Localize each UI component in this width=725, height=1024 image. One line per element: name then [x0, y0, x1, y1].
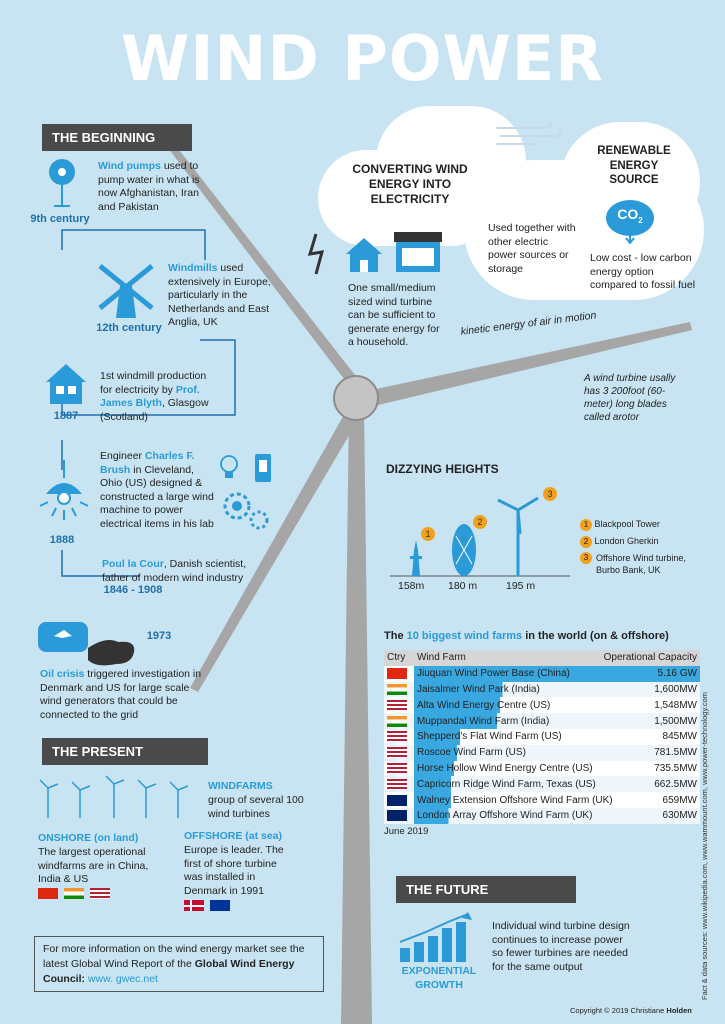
- farm-name: Horse Hollow Wind Energy Centre (US): [417, 762, 593, 774]
- offshore-title: OFFSHORE (at sea): [184, 830, 283, 842]
- farm-row: [384, 808, 700, 824]
- farm-capacity: 659MW: [662, 794, 697, 806]
- farm-capacity: 735.5MW: [654, 762, 697, 774]
- section-future-heading: THE FUTURE: [396, 876, 576, 903]
- legend-item-3: 3 Offshore Wind turbine, Burbo Bank, UK: [580, 552, 700, 576]
- flag-uk-icon: [387, 810, 407, 821]
- turbine-tower: [341, 405, 372, 1024]
- blades-text: A wind turbine usally has 3 200foot (60-meter) long blades called arotor: [584, 373, 676, 423]
- farm-capacity: 1,600MW: [654, 683, 697, 695]
- copyright: Copyright © 2019 Christiane Holden: [570, 1006, 692, 1015]
- house-small-icon: [344, 236, 384, 274]
- oil-barrel-icon: [36, 618, 140, 670]
- flag-china-icon: [38, 888, 58, 899]
- flag-us-icon: [387, 747, 407, 758]
- farm-name: Jaisalmer Wind Park (India): [417, 683, 540, 695]
- growth-chart-icon: [396, 912, 474, 964]
- flag-us-icon: [387, 731, 407, 742]
- wind-lines-icon: [494, 118, 564, 152]
- farm-capacity: 5.16 GW: [657, 668, 697, 680]
- svg-text:3: 3: [547, 489, 553, 499]
- event-james-blyth: 1st windmill production for electricity by Prof. James Blyth, Glasgow (Scotland): [100, 370, 209, 423]
- farm-capacity: 1,500MW: [654, 715, 697, 727]
- farm-row: [384, 697, 700, 713]
- flag-denmark-icon: [184, 900, 204, 911]
- farm-row: [384, 776, 700, 792]
- farm-name: Roscoe Wind Farm (US): [417, 747, 526, 759]
- height-value-1: 158m: [398, 580, 425, 592]
- event-poul-la-cour: Poul la Cour, Danish scientist, father of modern wind industry: [102, 558, 247, 584]
- house-icon: [44, 362, 88, 406]
- renewable-heading: RENEWABLE ENERGY SOURCE: [597, 145, 671, 186]
- wind-pump-icon: [42, 158, 84, 208]
- height-value-3: 195 m: [506, 580, 536, 592]
- farm-row: [384, 761, 700, 777]
- heights-illustration: [380, 480, 580, 580]
- farm-row: [384, 792, 700, 808]
- year-1846-1908: 1846 - 1908: [103, 584, 163, 596]
- farms-table-header: Ctry Wind Farm Operational Capacity: [384, 650, 700, 666]
- heights-legend: [580, 518, 700, 576]
- flag-us-icon: [90, 888, 110, 899]
- converting-heading: CONVERTING WIND ENERGY INTO ELECTRICITY: [352, 162, 468, 206]
- year-12th-century: 12th century: [96, 322, 162, 334]
- section-beginning-heading: THE BEGINNING: [42, 124, 192, 151]
- farms-date: June 2019: [384, 826, 429, 837]
- farm-name: London Array Offshore Wind Farm (UK): [417, 810, 593, 822]
- farm-name: Muppandal Wind Farm (India): [417, 715, 550, 727]
- event-windmills: Windmills used extensively in Europe, particularly in the Netherlands and East Anglia, UK: [168, 262, 271, 328]
- kinetic-label: kinetic energy of air in motion: [460, 309, 598, 338]
- page-title: WIND POWER: [120, 22, 605, 95]
- section-present-heading: THE PRESENT: [42, 738, 208, 765]
- event-oil-crisis: Oil crisis triggered investigation in Denmark and US for large scale wind generators that could be connected to the grid: [40, 668, 202, 721]
- farms-table-wrap: [384, 650, 700, 824]
- future-text: Individual wind turbine design continues to increase power so fewer turbines are needed for the same output: [492, 920, 630, 973]
- year-1973: 1973: [146, 630, 172, 642]
- flag-india-icon: [387, 684, 407, 695]
- farm-capacity: 662.5MW: [654, 778, 697, 790]
- windfarms-text: group of several 100 wind turbines: [208, 794, 304, 820]
- farm-name: Alta Wind Energy Centre (US): [417, 699, 551, 711]
- renewable-text: Low cost - low carbon energy option compared to fossil fuel: [590, 252, 696, 291]
- windfarms-title: WINDFARMS: [208, 780, 273, 792]
- svg-text:2: 2: [477, 517, 483, 527]
- flag-china-icon: [387, 668, 407, 679]
- farms-table: [384, 650, 700, 824]
- co2-label: $CO_2$: [617, 206, 643, 225]
- gwec-link[interactable]: www. gwec.net: [85, 973, 158, 985]
- year-1887: 1887: [53, 410, 79, 422]
- farm-capacity: 1,548MW: [654, 699, 697, 711]
- sources-text: Fact & data sources: www.wikipedia.com, www.wammount.com, www.power-technology.com: [700, 692, 709, 1000]
- onshore-text: The largest operational windfarms are in China, India & US: [38, 846, 149, 885]
- farm-row: [384, 729, 700, 745]
- year-1888: 1888: [49, 534, 75, 546]
- farms-heading: The 10 biggest wind farms in the world (on & offshore): [384, 630, 669, 642]
- shop-icon: [392, 230, 444, 274]
- lamp-icon: [36, 460, 92, 524]
- flag-us-icon: [387, 700, 407, 711]
- flag-eu-icon: [210, 900, 230, 911]
- flag-us-icon: [387, 763, 407, 774]
- flag-india-icon: [387, 716, 407, 727]
- growth-label: EXPONENTIAL GROWTH: [401, 965, 477, 991]
- electrical-items-icon: [215, 450, 275, 540]
- flag-uk-icon: [387, 795, 407, 806]
- farm-row: [384, 745, 700, 761]
- windmill-icon: [96, 258, 156, 320]
- offshore-text: Europe is leader. The first of shore turbine was installed in Denmark in 1991: [184, 844, 284, 897]
- legend-item-2: 2 London Gherkin: [580, 535, 700, 548]
- windfarm-icon: [36, 774, 196, 820]
- farm-name: Shepperd's Flat Wind Farm (US): [417, 731, 562, 743]
- year-9th-century: 9th century: [30, 213, 90, 225]
- farm-capacity: 781.5MW: [654, 747, 697, 759]
- info-box: For more information on the wind energy market see the latest Global Wind Report of the Global Wind Energy Council: www. gwec.net: [34, 936, 324, 992]
- event-wind-pumps: Wind pumps used to pump water in what is now Afghanistan, Iran and Pakistan: [98, 160, 200, 213]
- farm-name: Jiuquan Wind Power Base (China): [417, 668, 570, 680]
- converting-together-text: Used together with other electric power sources or storage: [488, 222, 576, 275]
- farm-capacity: 845MW: [662, 731, 697, 743]
- heights-heading: DIZZYING HEIGHTS: [386, 462, 499, 476]
- farm-name: Walney Extension Offshore Wind Farm (UK): [417, 794, 613, 806]
- onshore-title: ONSHORE (on land): [38, 832, 139, 844]
- farm-row: [384, 713, 700, 729]
- event-charles-brush: Engineer Charles F. Brush in Cleveland, Ohio (US) designed & constructed a large wind machine to power electrical items in his lab: [100, 450, 214, 530]
- flag-india-icon: [64, 888, 84, 899]
- turbine-hub: [334, 376, 378, 420]
- farm-row: [384, 666, 700, 682]
- farm-capacity: 630MW: [662, 810, 697, 822]
- height-value-2: 180 m: [448, 580, 478, 592]
- lightning-icon: [306, 232, 334, 276]
- legend-item-1: 1 Blackpool Tower: [580, 518, 700, 531]
- farm-name: Capricorn Ridge Wind Farm, Texas (US): [417, 778, 596, 790]
- svg-text:1: 1: [425, 529, 431, 539]
- flag-us-icon: [387, 779, 407, 790]
- offshore-flags: [184, 900, 230, 911]
- household-text: One small/medium sized wind turbine can be sufficient to generate energy for a household.: [348, 282, 440, 348]
- farm-row: [384, 682, 700, 698]
- onshore-flags: [38, 888, 110, 899]
